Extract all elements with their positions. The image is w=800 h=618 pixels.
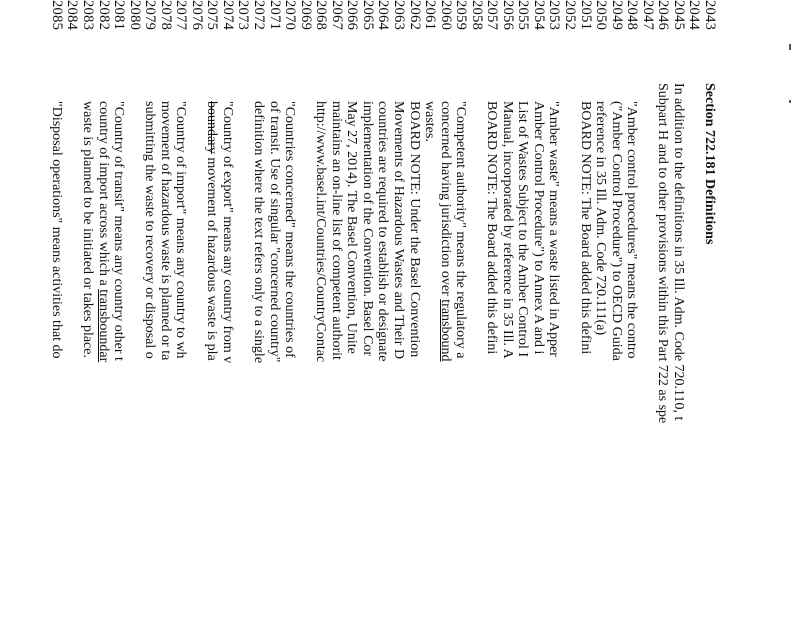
line-text: "Country of export" means any country from v: [219, 101, 235, 364]
line-text: "Disposal operations" means activities that do: [48, 101, 64, 359]
line-number: 2059: [453, 0, 470, 31]
line-number: 2076: [188, 0, 205, 31]
line-number: 2084: [64, 0, 81, 31]
line-text: Manual, incorporated by reference in 35 Ill. A: [499, 101, 515, 359]
line-text: wastes.: [422, 101, 438, 142]
line-text: "Amber control procedures" means the contro: [624, 101, 640, 359]
line-number: 2075: [204, 0, 221, 31]
line-text: Movements of Hazardous Wastes and Their D: [391, 101, 406, 360]
line-text: countries are required to establish or designate: [375, 101, 391, 362]
line-number: 2054: [530, 0, 547, 31]
line-number: 2070: [282, 0, 299, 31]
line-text: BOARD NOTE: The Board added this defini: [484, 101, 500, 355]
line-number: 2064: [375, 0, 392, 31]
line-number: 2068: [313, 0, 330, 31]
line-number: 2044: [686, 0, 703, 31]
line-number: 2085: [48, 0, 65, 31]
line-number: 2063: [391, 0, 407, 31]
line-number: 2066: [344, 0, 361, 31]
line-text: reference in 35 Ill. Adm. Code 720.111(a): [593, 101, 609, 336]
underlined-word: transbound: [437, 299, 453, 362]
line-text: BOARD NOTE: Under the Basel Convention: [406, 101, 422, 358]
line-text: "Competent authority" means the regulatory a: [453, 101, 469, 359]
line-text: maintains an on-line list of competent authorit: [328, 101, 344, 360]
line-text: May 27, 2014). The Basel Convention, Unite: [344, 101, 360, 354]
line-number: 2055: [515, 0, 532, 31]
line-number: 2062: [406, 0, 423, 31]
line-text: Amber Control Procedure") to Annex A and i: [530, 101, 546, 355]
line-number: 2069: [297, 0, 314, 31]
line-text: implementation of the Convention. Basel Cor: [359, 101, 375, 357]
line-number: 2072: [251, 0, 268, 31]
section-heading: Section 722.181 Definitions: [702, 83, 717, 245]
line-number: 2061: [422, 0, 439, 31]
line-number: 2049: [608, 0, 625, 31]
line-number: 2047: [639, 0, 656, 31]
line-number: 2052: [562, 0, 579, 31]
line-text: http://www.basel.int/Countries/CountryContac: [313, 101, 329, 363]
line-number: 2071: [266, 0, 283, 31]
line-text: of transit. Use of singular "concerned country": [266, 101, 282, 363]
line-number: 2053: [546, 0, 563, 31]
line-number: 2058: [468, 0, 485, 31]
line-text: ("Amber Control Procedure") to OECD Guida: [608, 101, 624, 361]
line-number: 2078: [157, 0, 174, 31]
line-number: 2081: [111, 0, 128, 31]
line-number: 2050: [593, 0, 610, 31]
line-number: 2046: [655, 0, 672, 31]
line-number: 2057: [484, 0, 501, 31]
line-number: 2056: [499, 0, 516, 31]
line-number: 2067: [328, 0, 345, 31]
line-number: 2045: [670, 0, 687, 31]
underlined-word: transboundar: [95, 289, 111, 363]
line-text: "Countries concerned" means the countries of: [282, 101, 298, 358]
line-number: 2073: [235, 0, 252, 31]
line-text: "Amber waste" means a waste listed in Apper: [546, 101, 562, 357]
line-number: 2082: [95, 0, 112, 31]
line-text: submitting the waste to recovery or disposal o: [142, 101, 158, 359]
scan-edge-mark: [789, 44, 791, 50]
line-number: 2065: [359, 0, 376, 31]
line-number: 2083: [80, 0, 96, 31]
line-text: waste is planned to be initiated or takes place.: [80, 101, 95, 358]
line-text: In addition to the definitions in 35 Ill. Adm. Code 720.110, t: [670, 83, 686, 421]
line-text: List of Wastes Subject to the Amber Control I: [515, 101, 531, 358]
line-number: 2048: [624, 0, 641, 31]
line-number: 2051: [577, 0, 594, 31]
line-text: boundary movement of hazardous waste is pla: [204, 101, 220, 361]
line-text: BOARD NOTE: The Board added this defini: [577, 101, 593, 355]
line-text: definition where the text refers only to a single: [251, 101, 267, 364]
line-number: 2074: [219, 0, 236, 31]
line-text: concerned having jurisdiction over transbound: [437, 101, 453, 362]
line-number: 2080: [126, 0, 143, 31]
line-text: Subpart H and to other provisions within this Part 722 as spe: [655, 83, 671, 424]
line-text: country of import across which a transboundar: [95, 101, 111, 363]
line-number: 2077: [173, 0, 190, 31]
line-text: movement of hazardous waste is planned or ta: [157, 101, 173, 361]
line-number: 2043: [702, 0, 718, 31]
line-text: "Country of import" means any country to wh: [173, 101, 189, 359]
line-number: 2079: [142, 0, 159, 31]
line-number: 2060: [437, 0, 454, 31]
scan-edge-mark: [789, 100, 791, 103]
struck-word: boundary: [204, 101, 220, 154]
line-text: "Country of transit" means any country other t: [111, 101, 127, 361]
